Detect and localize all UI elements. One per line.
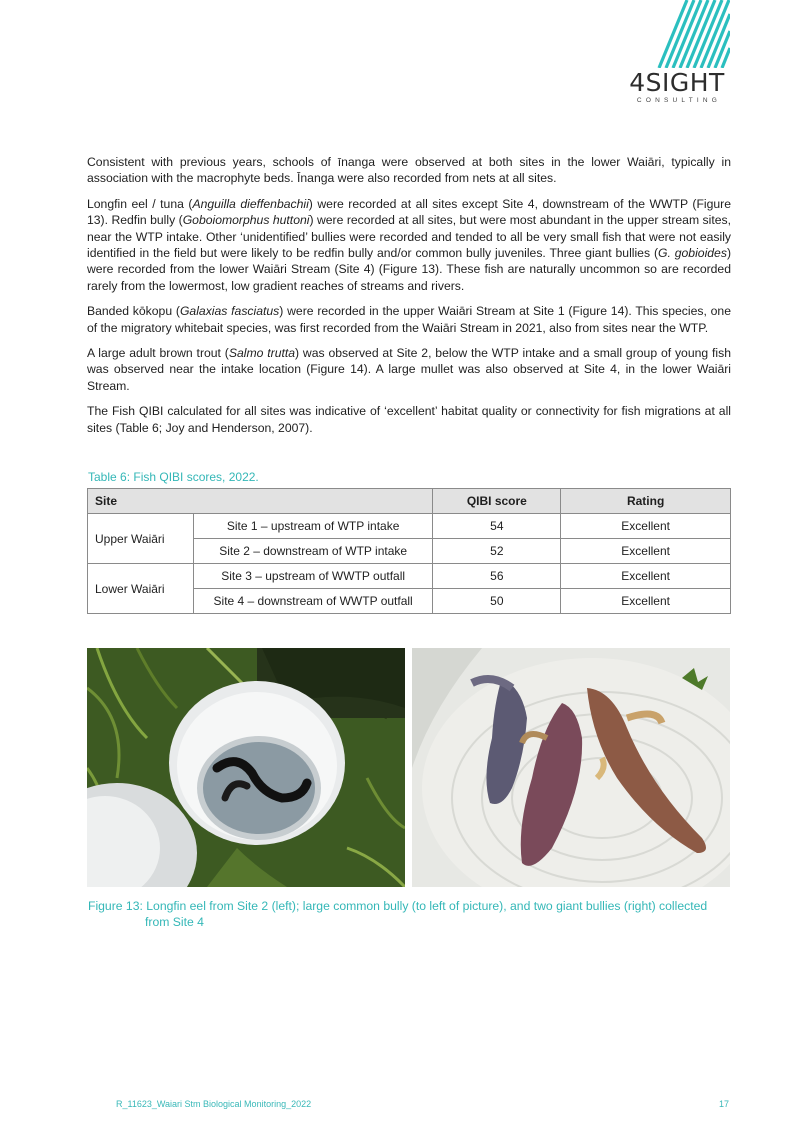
rating-cell: Excellent — [561, 539, 731, 564]
species-name: Goboiomorphus huttoni — [182, 213, 310, 228]
photo-bullies-bucket — [412, 648, 730, 887]
text-run: Consistent with previous years, schools of īnanga were observed at both sites in the lower Waiāri, typically in association with the macrophyte beds. Īnanga were also recorded from nets at all sites. — [87, 155, 731, 186]
header-rating: Rating — [561, 489, 731, 514]
table-row — [88, 514, 731, 539]
site-cell: Site 1 – upstream of WTP intake — [193, 514, 433, 539]
paragraph — [87, 345, 731, 394]
species-name: Anguilla dieffenbachii — [192, 196, 309, 211]
score-cell: 56 — [433, 564, 561, 589]
species-name: Galaxias fasciatus — [179, 304, 280, 319]
text-run: ) were recorded from the lower Waiāri Stream (Site 4) (Figure 13). These fish are naturally uncommon so are recorded rarely from the lowermost, low gradient reaches of streams and rivers. — [87, 246, 731, 293]
logo-wordmark: 4SIGHT — [629, 68, 725, 97]
site-cell: Site 3 – upstream of WWTP outfall — [193, 564, 433, 589]
paragraph — [87, 403, 731, 436]
paragraph — [87, 303, 731, 336]
species-name: Salmo trutta — [228, 346, 296, 361]
figure-caption-line2: from Site 4 — [145, 915, 204, 929]
rating-cell: Excellent — [561, 514, 731, 539]
group-upper: Upper Waiāri — [88, 514, 194, 564]
logo-subtitle: CONSULTING — [636, 97, 722, 104]
paragraph — [87, 154, 731, 187]
rating-cell: Excellent — [561, 564, 731, 589]
group-lower: Lower Waiāri — [88, 564, 194, 614]
header-site: Site — [88, 489, 433, 514]
body-text — [87, 154, 731, 445]
figure-caption-line1: Longfin eel from Site 2 (left); large common bully (to left of picture), and two giant bullies (right) collected — [146, 899, 708, 913]
text-run: The Fish QIBI calculated for all sites was indicative of ‘excellent’ habitat quality or connectivity for fish migrations at all sites (Table 6; Joy and Henderson, 2007). — [87, 404, 731, 435]
text-run: ) was observed at Site 2, below the WTP intake and a small group of young fish was observed near the intake location (Figure 14). A large mullet was also observed at Site 4, in the lower Waiāri Stream. — [87, 346, 731, 393]
text-run: ) were recorded at all sites, but were most abundant in the upper stream sites, near the WTP intake. Other ‘unidentified’ bullies were recorded and tended to all be very small fish that were not easily identified in the field but were likely to be redfin bully and/or common bully juveniles. Three giant bullies ( — [87, 213, 731, 261]
table-header-row — [88, 489, 731, 514]
site-cell: Site 2 – downstream of WTP intake — [193, 539, 433, 564]
score-cell: 54 — [433, 514, 561, 539]
text-run: ) were recorded in the upper Waiāri Stream at Site 1 (Figure 14). This species, one of the migratory whitebait species, was first recorded from the Waiāri Stream in 2021, also from sites near the WTP. — [87, 304, 731, 335]
text-run: Longfin eel / tuna ( — [87, 196, 193, 211]
company-logo — [610, 0, 735, 110]
logo-stripes-icon — [620, 0, 730, 68]
species-name: G. gobioides — [658, 246, 727, 261]
table-caption: Table 6: Fish QIBI scores, 2022. — [88, 470, 259, 484]
header-score: QIBI score — [433, 489, 561, 514]
text-run: A large adult brown trout ( — [87, 346, 229, 361]
figure-caption — [88, 898, 732, 930]
rating-cell: Excellent — [561, 589, 731, 614]
score-cell: 50 — [433, 589, 561, 614]
photo-eel-bucket — [87, 648, 405, 887]
figure-label: Figure 13: — [88, 899, 143, 913]
text-run: Banded kōkopu ( — [87, 304, 180, 319]
paragraph — [87, 196, 731, 294]
score-cell: 52 — [433, 539, 561, 564]
qibi-table — [87, 488, 731, 614]
text-run: ) were recorded at all sites except Site 4, downstream of the WWTP (Figure 13). Redfin bully ( — [87, 196, 731, 228]
footer-doc-ref: R_11623_Waiari Stm Biological Monitoring_2022 — [116, 1099, 312, 1109]
site-cell: Site 4 – downstream of WWTP outfall — [193, 589, 433, 614]
footer-page-number: 17 — [719, 1099, 730, 1109]
table-row — [88, 564, 731, 589]
